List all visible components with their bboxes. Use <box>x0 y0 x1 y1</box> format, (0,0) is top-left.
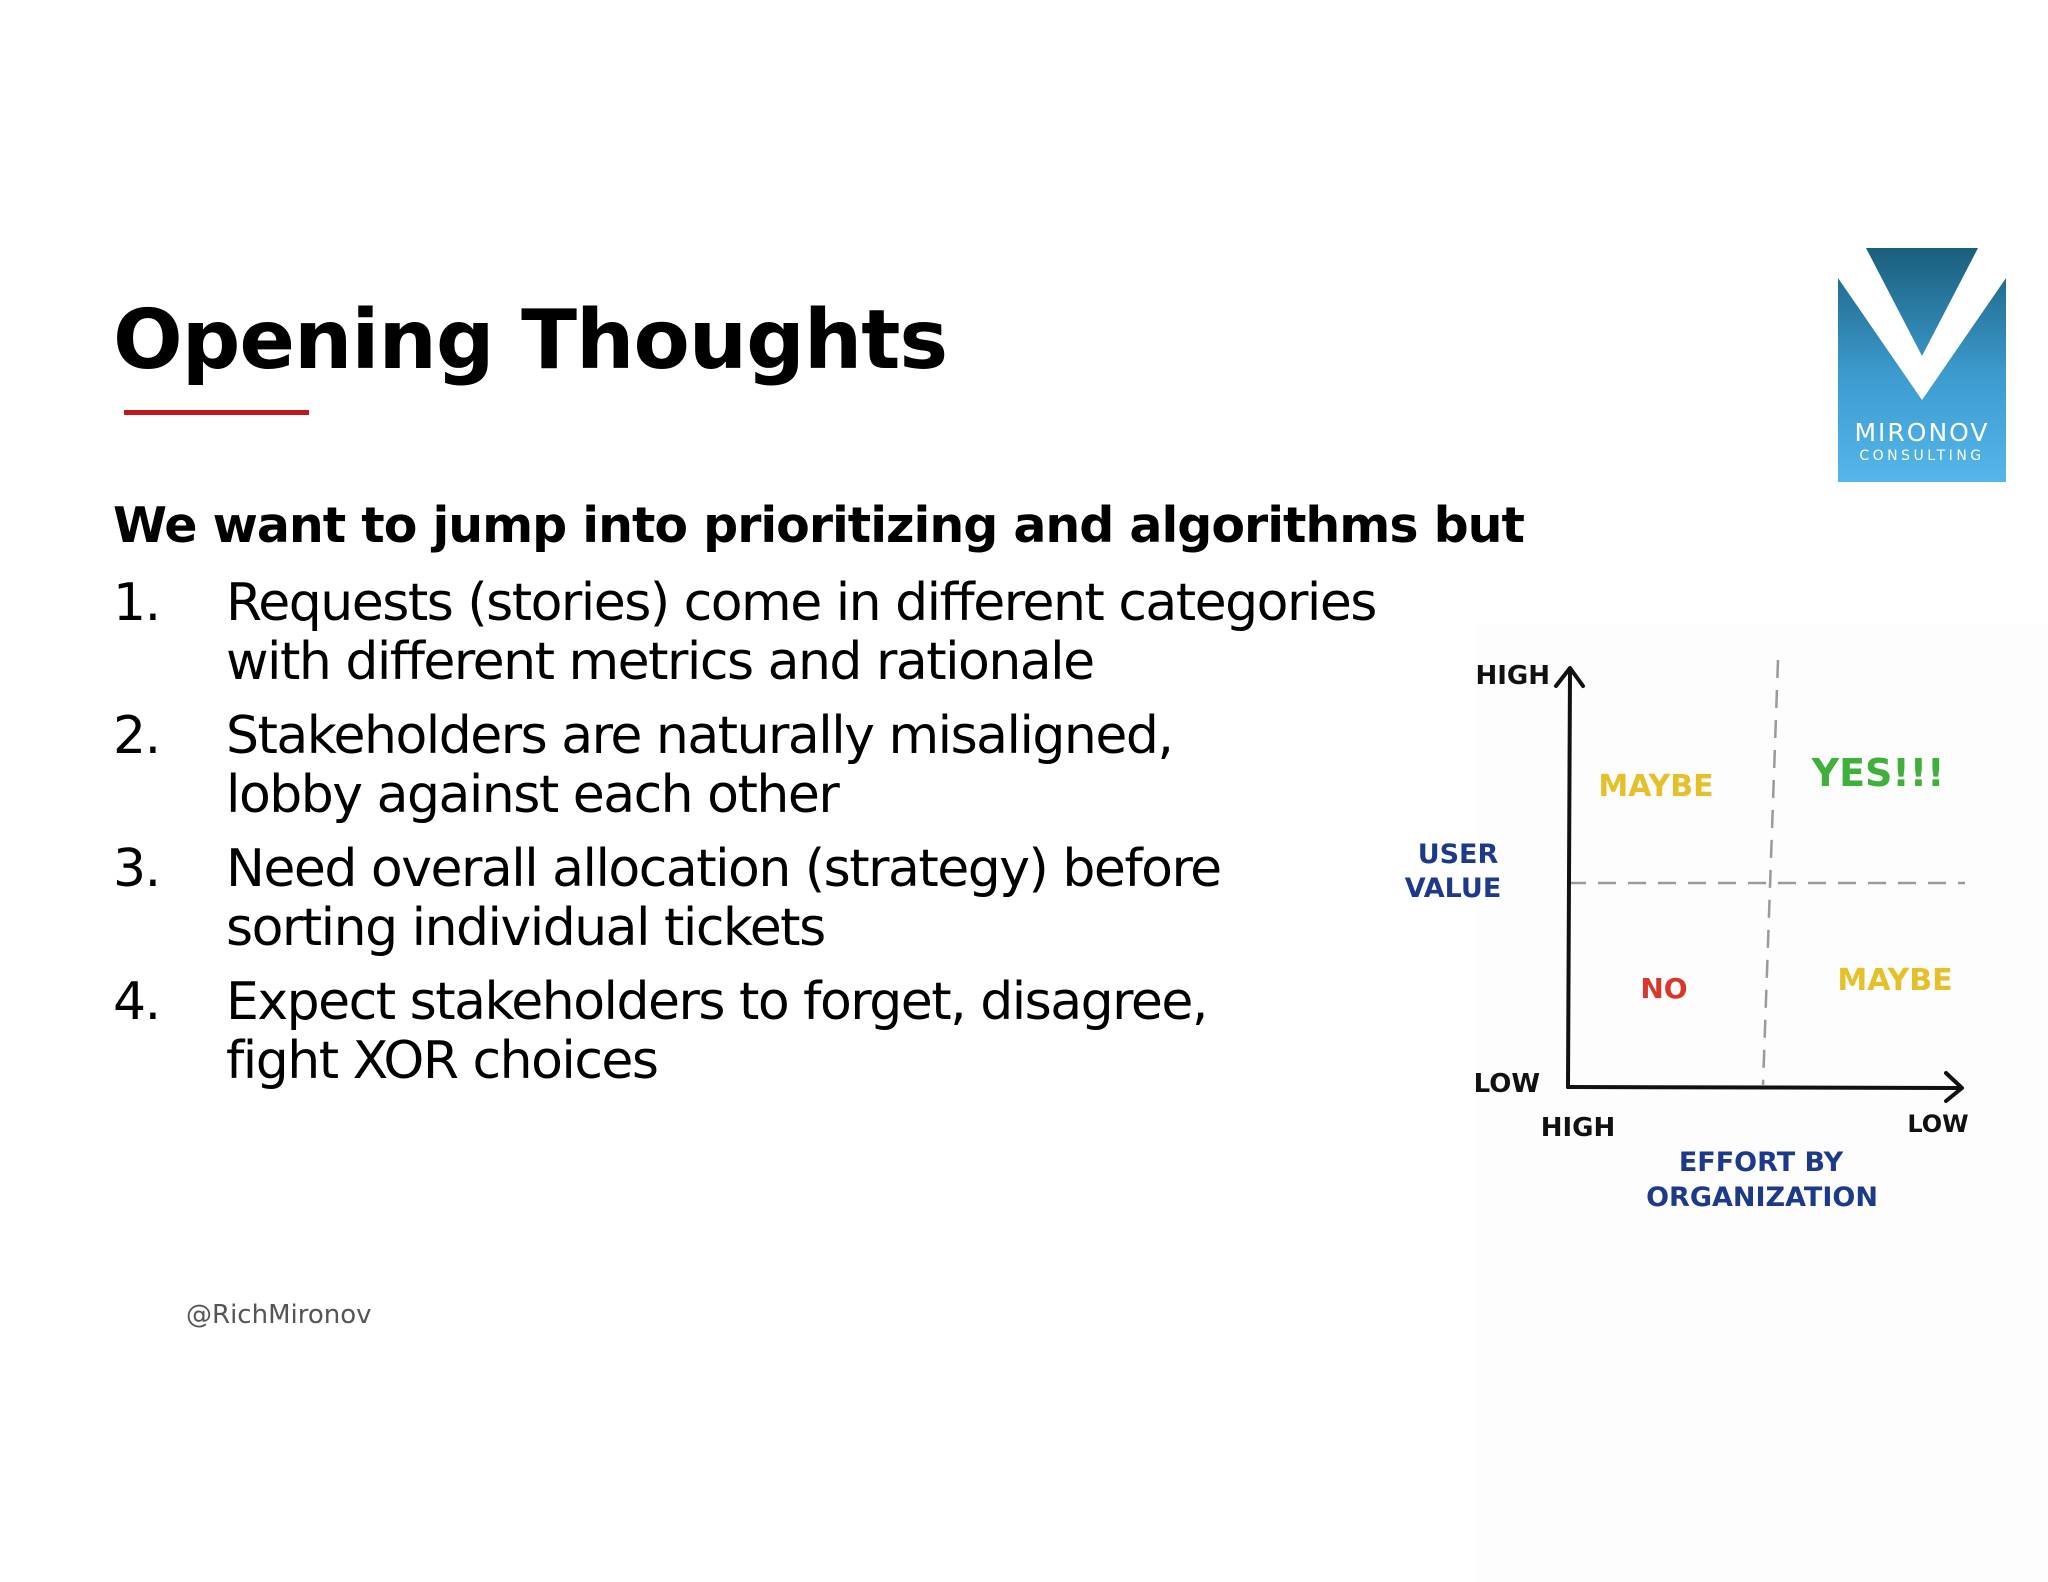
list-item-line: Need overall allocation (strategy) before <box>226 839 1221 899</box>
y-axis-line <box>1568 670 1570 1087</box>
x-axis-title-line: EFFORT BY <box>1678 1147 1844 1178</box>
bullet-list <box>113 574 1376 1106</box>
list-item-line: lobby against each other <box>226 765 839 825</box>
list-item-number: 3. <box>113 839 160 899</box>
x-axis-line <box>1568 1087 1960 1088</box>
list-item-line: Stakeholders are naturally misaligned, <box>226 706 1173 766</box>
slide-title: Opening Thoughts <box>113 293 948 388</box>
slide-subhead: We want to jump into prioritizing and algorithms but <box>113 497 1524 554</box>
company-logo <box>1838 248 2006 482</box>
x-axis-low-label: LOW <box>1907 1110 1969 1138</box>
list-item-number: 4. <box>113 972 160 1032</box>
list-item-line: Requests (stories) come in different categories <box>226 573 1376 633</box>
list-item-line: with different metrics and rationale <box>226 632 1094 692</box>
quadrant-bottom-right-label: MAYBE <box>1837 963 1953 998</box>
title-underline <box>124 410 309 415</box>
list-item <box>113 574 1376 692</box>
quadrant-bottom-left-label: NO <box>1640 972 1688 1005</box>
list-item-line: fight XOR choices <box>226 1031 658 1091</box>
vertical-divider <box>1763 660 1778 1085</box>
logo-name: MIRONOV <box>1854 418 1990 447</box>
list-item <box>113 707 1376 825</box>
list-item <box>113 973 1376 1091</box>
quadrant-top-right-label: YES!!! <box>1811 751 1945 795</box>
quadrant-top-left-label: MAYBE <box>1598 769 1714 804</box>
list-item-line: sorting individual tickets <box>226 898 825 958</box>
list-item-number: 2. <box>113 706 160 766</box>
list-item-number: 1. <box>113 573 160 633</box>
logo-subtitle: CONSULTING <box>1859 448 1985 464</box>
x-axis-high-label: HIGH <box>1540 1113 1616 1143</box>
twitter-handle: @RichMironov <box>186 1300 372 1330</box>
y-axis-title-line: USER <box>1417 839 1499 870</box>
list-item <box>113 840 1376 958</box>
y-axis-title-line: VALUE <box>1404 873 1502 904</box>
priority-matrix-chart <box>1390 640 1990 1240</box>
y-axis-low-label: LOW <box>1473 1069 1540 1099</box>
x-axis-title-line: ORGANIZATION <box>1646 1182 1878 1213</box>
list-item-line: Expect stakeholders to forget, disagree, <box>226 972 1207 1032</box>
y-axis-high-label: HIGH <box>1475 661 1550 691</box>
